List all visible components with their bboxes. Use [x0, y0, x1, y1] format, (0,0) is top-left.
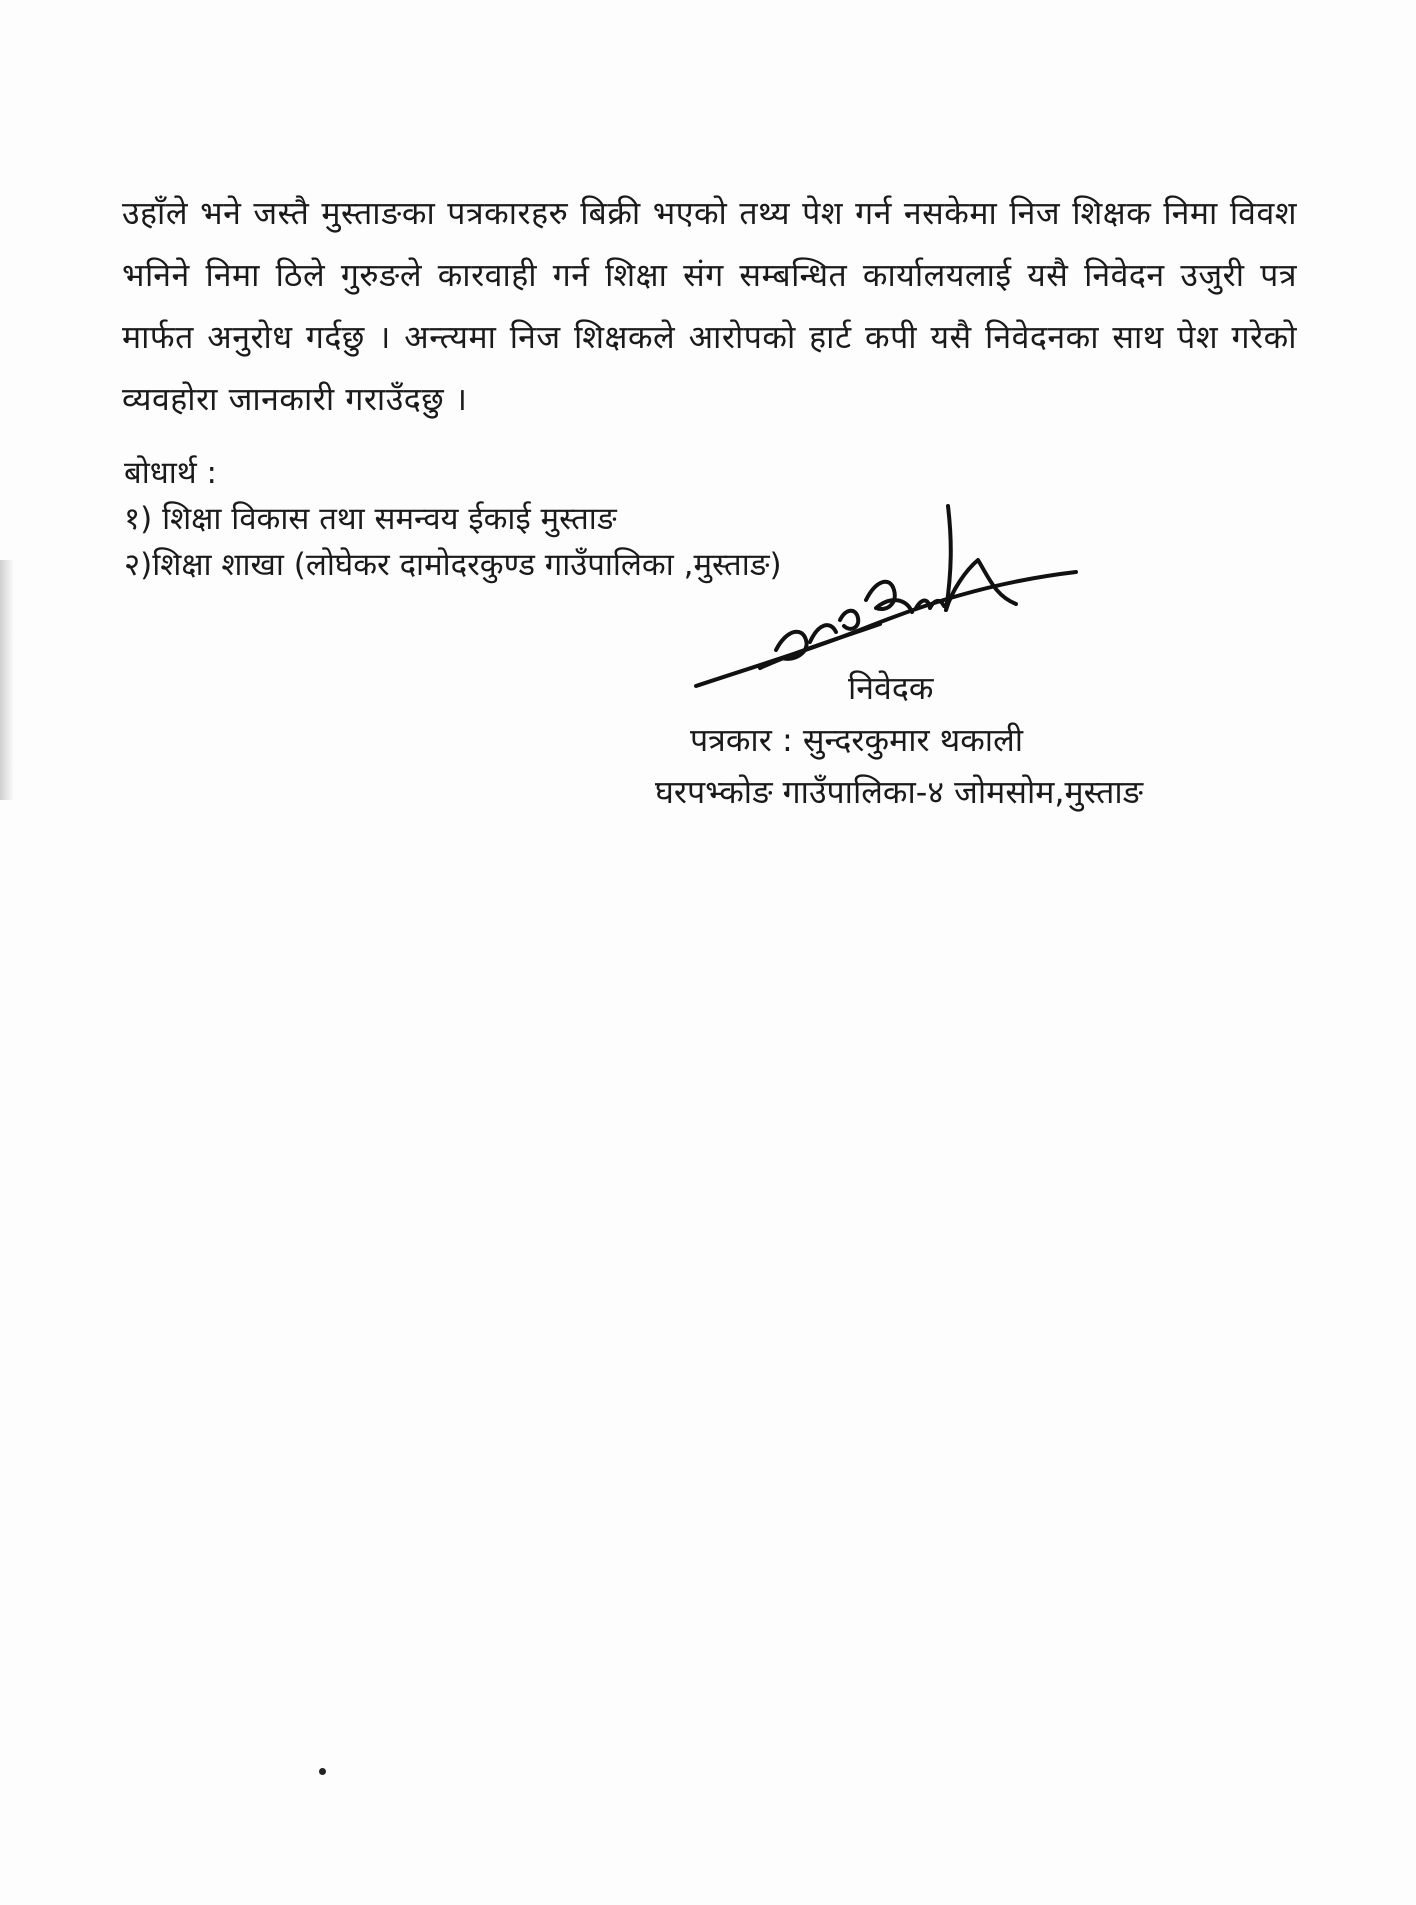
cc-item: २)शिक्षा शाखा (लोघेकर दामोदरकुण्ड गाउँपालिका ,मुस्ताङ) — [124, 547, 782, 583]
applicant-name: पत्रकार : सुन्दरकुमार थकाली — [690, 721, 1024, 759]
stray-mark — [319, 1768, 326, 1775]
cc-item: १) शिक्षा विकास तथा समन्वय ईकाई मुस्ताङ — [124, 501, 617, 537]
scan-edge-shadow — [0, 560, 14, 800]
applicant-label: निवेदक — [848, 669, 934, 707]
cc-block — [124, 450, 782, 588]
body-paragraph: उहाँले भने जस्तै मुस्ताङका पत्रकारहरु बिक्री भएको तथ्य पेश गर्न नसकेमा निज शिक्षक निमा विवश भनिने निमा ठिले गुरुङले कारवाही गर्न शिक्षा संग सम्बन्धित कार्यालयलाई यसै निवेदन उजुरी पत्र मार्फत अनुरोध गर्दछु । अन्त्यमा निज शिक्षकले आरोपको हार्ट कपी यसै निवेदनका साथ पेश गरेको व्यवहोरा जानकारी गराउँदछु । — [122, 194, 1298, 418]
cc-heading: बोधार्थ : — [124, 455, 217, 491]
applicant-address: घरपभ्कोङ गाउँपालिका-४ जोमसोम,मुस्ताङ — [655, 773, 1144, 811]
